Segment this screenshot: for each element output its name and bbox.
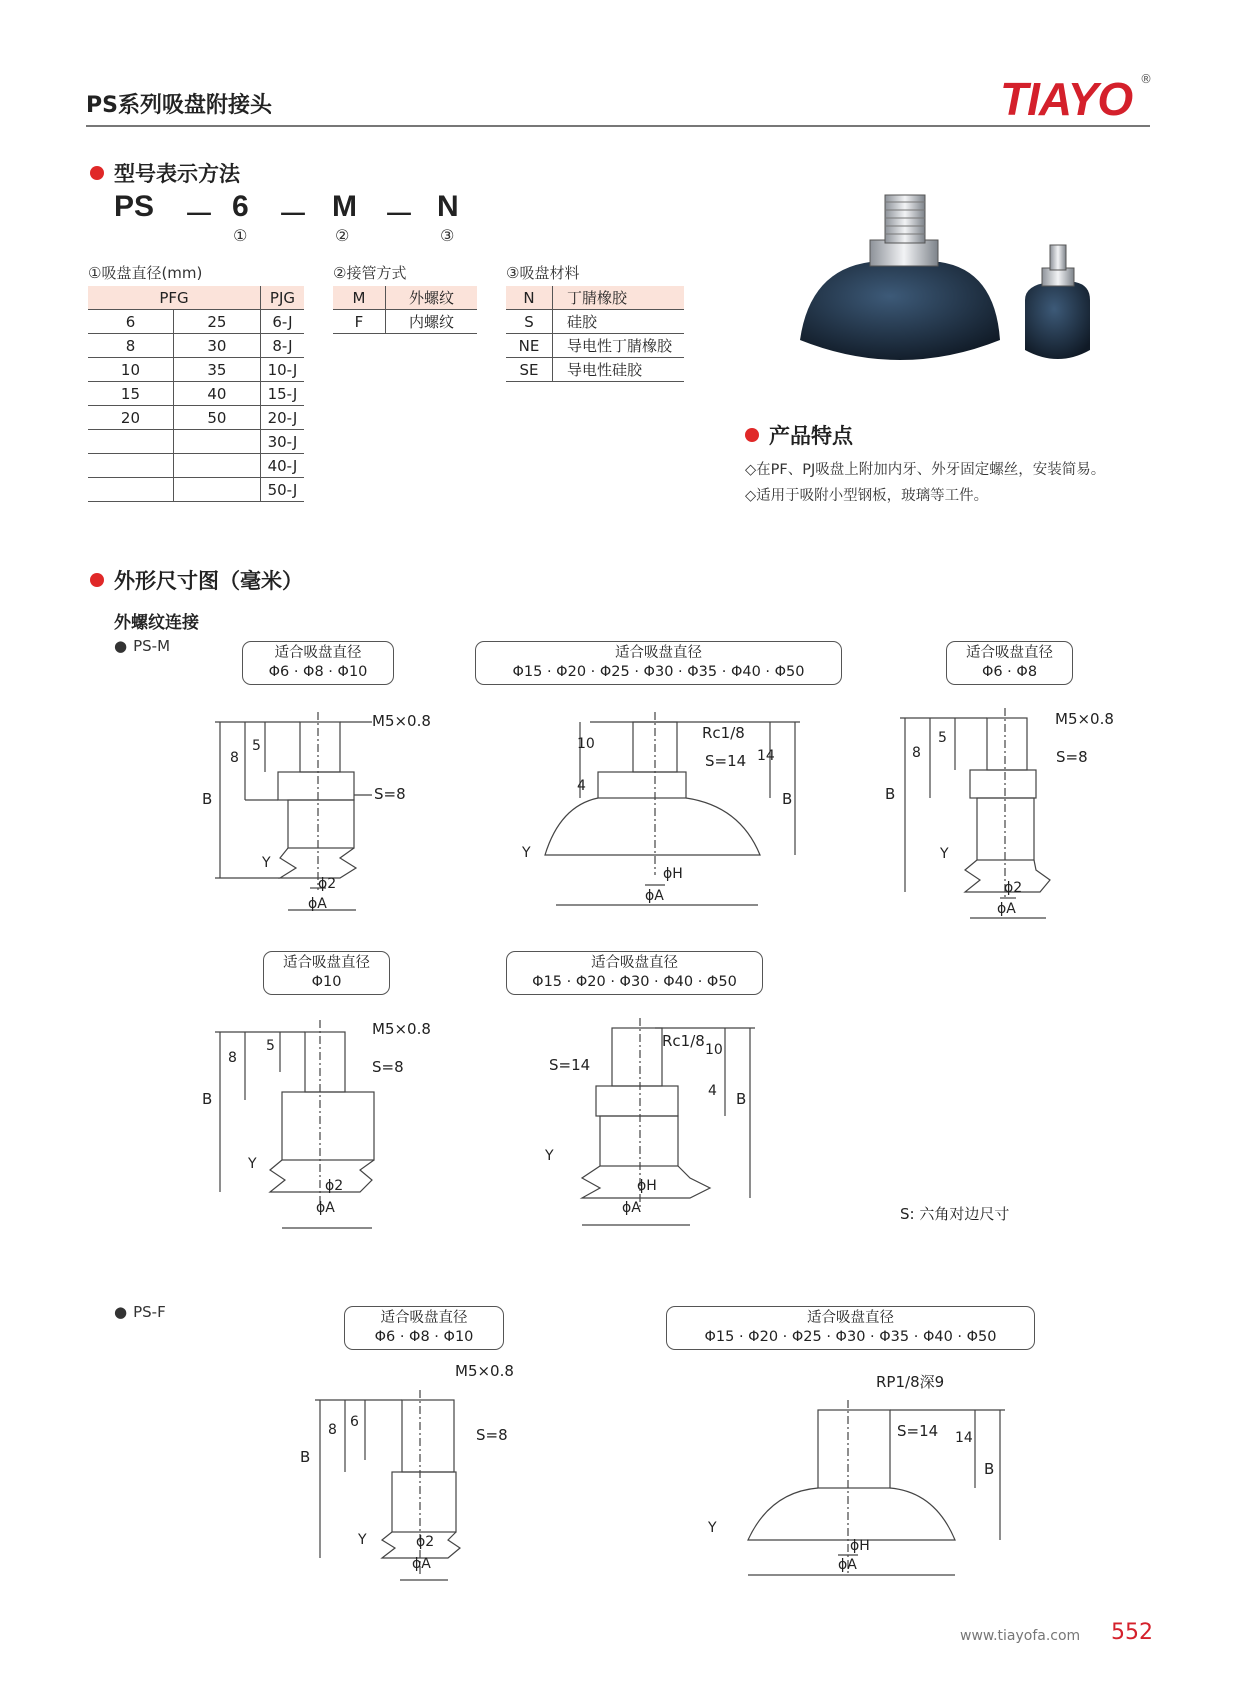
dim-y: Y bbox=[708, 1520, 717, 1536]
dim-b: B bbox=[782, 790, 793, 808]
table-cell: 50-J bbox=[260, 478, 304, 502]
table-cell: 30 bbox=[173, 334, 260, 358]
table-cell bbox=[173, 478, 260, 502]
table-cell: NE bbox=[506, 334, 553, 358]
table-row bbox=[333, 310, 477, 334]
page-number: 552 bbox=[1111, 1620, 1153, 1645]
drawing-ps-m-right bbox=[900, 708, 1050, 918]
fit-box bbox=[263, 951, 390, 995]
thread-label: M5×0.8 bbox=[372, 712, 431, 730]
table-cell: S bbox=[506, 310, 553, 334]
table-cell: 10 bbox=[88, 358, 173, 382]
dim-phiA: ϕA bbox=[645, 888, 664, 904]
hex-note: S: 六角对边尺寸 bbox=[900, 1205, 1010, 1223]
features-heading: 产品特点 bbox=[745, 420, 853, 450]
dim-8: 8 bbox=[228, 1050, 237, 1066]
fit-label: 适合吸盘直径 bbox=[283, 955, 370, 971]
footer-url: www.tiayofa.com bbox=[960, 1628, 1081, 1644]
table-cell: 内螺纹 bbox=[386, 310, 478, 334]
table-cell: 外螺纹 bbox=[386, 286, 478, 310]
feature-item: ◇适用于吸附小型钢板，玻璃等工件。 bbox=[745, 488, 989, 504]
fit-box bbox=[506, 951, 763, 995]
dim-phiH: ϕH bbox=[663, 866, 683, 882]
table-cell bbox=[88, 454, 173, 478]
model-code-ps: PS bbox=[114, 190, 155, 223]
fit-box bbox=[344, 1306, 504, 1350]
thread-label: Rc1/8 bbox=[702, 724, 745, 742]
dim-y: Y bbox=[262, 855, 271, 871]
dim-y: Y bbox=[522, 845, 531, 861]
table-cell: 硅胶 bbox=[553, 310, 685, 334]
fit-box bbox=[946, 641, 1073, 685]
table-cell: 30-J bbox=[260, 430, 304, 454]
connection-table bbox=[333, 286, 477, 334]
dim-b: B bbox=[300, 1448, 311, 1466]
table-row bbox=[506, 358, 684, 382]
table-row bbox=[88, 310, 304, 334]
thread-label: M5×0.8 bbox=[372, 1020, 431, 1038]
model-code-dash: － bbox=[184, 199, 214, 232]
table-cell bbox=[88, 430, 173, 454]
dim-phi2: ϕ2 bbox=[416, 1534, 435, 1550]
model-heading: 型号表示方法 bbox=[90, 158, 240, 188]
dim-5: 5 bbox=[252, 738, 261, 754]
table-cell: 6-J bbox=[260, 310, 304, 334]
table-header-row bbox=[88, 286, 304, 310]
dim-phiA: ϕA bbox=[997, 901, 1016, 917]
dim-10: 10 bbox=[705, 1042, 723, 1058]
fit-box bbox=[666, 1306, 1035, 1350]
table-row bbox=[88, 382, 304, 406]
page-title: PS系列吸盘附接头 bbox=[86, 93, 272, 118]
fit-label: 适合吸盘直径 bbox=[591, 955, 678, 971]
dim-y: Y bbox=[545, 1148, 554, 1164]
hex-label: S=8 bbox=[1056, 748, 1088, 766]
table-cell: 6 bbox=[88, 310, 173, 334]
table-row bbox=[506, 286, 684, 310]
fit-values: Φ6 · Φ8 · Φ10 bbox=[374, 1329, 474, 1345]
model-code-material: N bbox=[437, 190, 459, 223]
dim-phiA: ϕA bbox=[838, 1557, 857, 1573]
dim-phiH: ϕH bbox=[850, 1538, 870, 1554]
bullet-dot-icon bbox=[745, 428, 759, 442]
model-code-dash: － bbox=[384, 199, 414, 232]
fit-box bbox=[242, 641, 394, 685]
table-row bbox=[88, 454, 304, 478]
table-cell: 40-J bbox=[260, 454, 304, 478]
table-row bbox=[506, 334, 684, 358]
hex-label: S=8 bbox=[476, 1426, 508, 1444]
table-cell: N bbox=[506, 286, 553, 310]
table-cell: 丁腈橡胶 bbox=[553, 286, 685, 310]
dim-b: B bbox=[736, 1090, 747, 1108]
hex-label: S=14 bbox=[897, 1422, 939, 1440]
drawing-ps-m-phi10 bbox=[215, 1020, 374, 1228]
table-cell: M bbox=[333, 286, 386, 310]
dim-8: 8 bbox=[912, 745, 921, 761]
dim-4: 4 bbox=[577, 778, 586, 794]
table3-caption: ③吸盘材料 bbox=[506, 264, 580, 282]
fit-label: 适合吸盘直径 bbox=[966, 645, 1053, 661]
table-cell: 35 bbox=[173, 358, 260, 382]
dim-phi2: ϕ2 bbox=[1004, 880, 1023, 896]
table-cell bbox=[88, 478, 173, 502]
dim-14: 14 bbox=[757, 748, 775, 764]
table2-caption: ②接管方式 bbox=[333, 264, 407, 282]
drawing-ps-f-large bbox=[748, 1400, 1005, 1575]
registered-mark: ® bbox=[1140, 72, 1152, 86]
fit-values: Φ15 · Φ20 · Φ25 · Φ30 · Φ35 · Φ40 · Φ50 bbox=[704, 1329, 997, 1345]
dimension-heading: 外形尺寸图（毫米） bbox=[90, 565, 303, 595]
dim-6: 6 bbox=[350, 1414, 359, 1430]
dim-phi2: ϕ2 bbox=[318, 876, 337, 892]
dim-b: B bbox=[984, 1460, 995, 1478]
circle-2: ② bbox=[335, 226, 350, 245]
ps-f-label: ● PS-F bbox=[114, 1303, 166, 1321]
model-code-dash: － bbox=[278, 199, 308, 232]
bullet-dot-icon bbox=[90, 166, 104, 180]
table-row bbox=[88, 478, 304, 502]
table-cell: 15 bbox=[88, 382, 173, 406]
table-cell bbox=[173, 430, 260, 454]
table-cell: 8 bbox=[88, 334, 173, 358]
hex-label: S=8 bbox=[374, 785, 406, 803]
dim-phiA: ϕA bbox=[622, 1200, 641, 1216]
circle-1: ① bbox=[233, 226, 248, 245]
dim-y: Y bbox=[358, 1532, 367, 1548]
product-photo bbox=[790, 190, 1140, 390]
dim-phiA: ϕA bbox=[316, 1200, 335, 1216]
dim-phiH: ϕH bbox=[637, 1178, 657, 1194]
dim-14: 14 bbox=[955, 1430, 973, 1446]
dim-10: 10 bbox=[577, 736, 595, 752]
dim-5: 5 bbox=[266, 1038, 275, 1054]
table-row bbox=[88, 334, 304, 358]
table-cell: 10-J bbox=[260, 358, 304, 382]
fit-values: Φ15 · Φ20 · Φ30 · Φ40 · Φ50 bbox=[532, 974, 737, 990]
table-cell: 25 bbox=[173, 310, 260, 334]
table-header-cell: PFG bbox=[88, 286, 260, 310]
dim-b: B bbox=[202, 1090, 213, 1108]
table-cell bbox=[173, 454, 260, 478]
circle-3: ③ bbox=[440, 226, 455, 245]
header-divider bbox=[86, 125, 1150, 127]
table-cell: 20 bbox=[88, 406, 173, 430]
fit-label: 适合吸盘直径 bbox=[615, 645, 702, 661]
dim-b: B bbox=[202, 790, 213, 808]
drawing-ps-m-small bbox=[215, 712, 372, 910]
model-code-connection: M bbox=[332, 190, 357, 223]
fit-values: Φ15 · Φ20 · Φ25 · Φ30 · Φ35 · Φ40 · Φ50 bbox=[512, 664, 805, 680]
feature-item: ◇在PF、PJ吸盘上附加内牙、外牙固定螺丝，安装简易。 bbox=[745, 462, 1106, 478]
table-cell: 40 bbox=[173, 382, 260, 406]
external-thread-subheading: 外螺纹连接 bbox=[114, 613, 199, 633]
dim-y: Y bbox=[940, 846, 949, 862]
table-header-cell: PJG bbox=[260, 286, 304, 310]
table-row bbox=[88, 430, 304, 454]
table-cell: 导电性丁腈橡胶 bbox=[553, 334, 685, 358]
hex-label: S=8 bbox=[372, 1058, 404, 1076]
dim-4: 4 bbox=[708, 1083, 717, 1099]
model-code-diameter: 6 bbox=[232, 190, 249, 223]
dim-phi2: ϕ2 bbox=[325, 1178, 344, 1194]
fit-values: Φ10 bbox=[311, 974, 342, 990]
table-row bbox=[506, 310, 684, 334]
thread-label: Rc1/8 bbox=[662, 1032, 705, 1050]
dim-y: Y bbox=[248, 1156, 257, 1172]
fit-label: 适合吸盘直径 bbox=[274, 645, 362, 661]
table-cell: 导电性硅胶 bbox=[553, 358, 685, 382]
table-cell: 20-J bbox=[260, 406, 304, 430]
table-cell: F bbox=[333, 310, 386, 334]
table-row bbox=[88, 358, 304, 382]
bullet-dot-icon bbox=[90, 573, 104, 587]
dim-8: 8 bbox=[328, 1422, 337, 1438]
hex-label: S=14 bbox=[705, 752, 747, 770]
table1-caption: ①吸盘直径(mm) bbox=[88, 264, 203, 282]
dim-5: 5 bbox=[938, 730, 947, 746]
thread-label: RP1/8深9 bbox=[876, 1373, 945, 1391]
table-cell: 50 bbox=[173, 406, 260, 430]
table-cell: SE bbox=[506, 358, 553, 382]
dim-phiA: ϕA bbox=[308, 896, 327, 912]
dim-8: 8 bbox=[230, 750, 239, 766]
thread-label: M5×0.8 bbox=[1055, 710, 1114, 728]
fit-label: 适合吸盘直径 bbox=[380, 1310, 468, 1326]
brand-logo: TIAYO bbox=[1000, 73, 1133, 125]
table-cell: 15-J bbox=[260, 382, 304, 406]
fit-label: 适合吸盘直径 bbox=[807, 1310, 894, 1326]
material-table bbox=[506, 286, 684, 382]
table-cell: 8-J bbox=[260, 334, 304, 358]
table-row bbox=[333, 286, 477, 310]
fit-values: Φ6 · Φ8 · Φ10 bbox=[268, 664, 368, 680]
diameter-table bbox=[88, 286, 304, 502]
thread-label: M5×0.8 bbox=[455, 1362, 514, 1380]
hex-label: S=14 bbox=[549, 1056, 591, 1074]
drawing-ps-f-small bbox=[315, 1390, 460, 1580]
fit-box bbox=[475, 641, 842, 685]
dim-phiA: ϕA bbox=[412, 1556, 431, 1572]
dim-b: B bbox=[885, 785, 896, 803]
fit-values: Φ6 · Φ8 bbox=[981, 664, 1038, 680]
ps-m-label: ● PS-M bbox=[114, 637, 170, 655]
table-row bbox=[88, 406, 304, 430]
